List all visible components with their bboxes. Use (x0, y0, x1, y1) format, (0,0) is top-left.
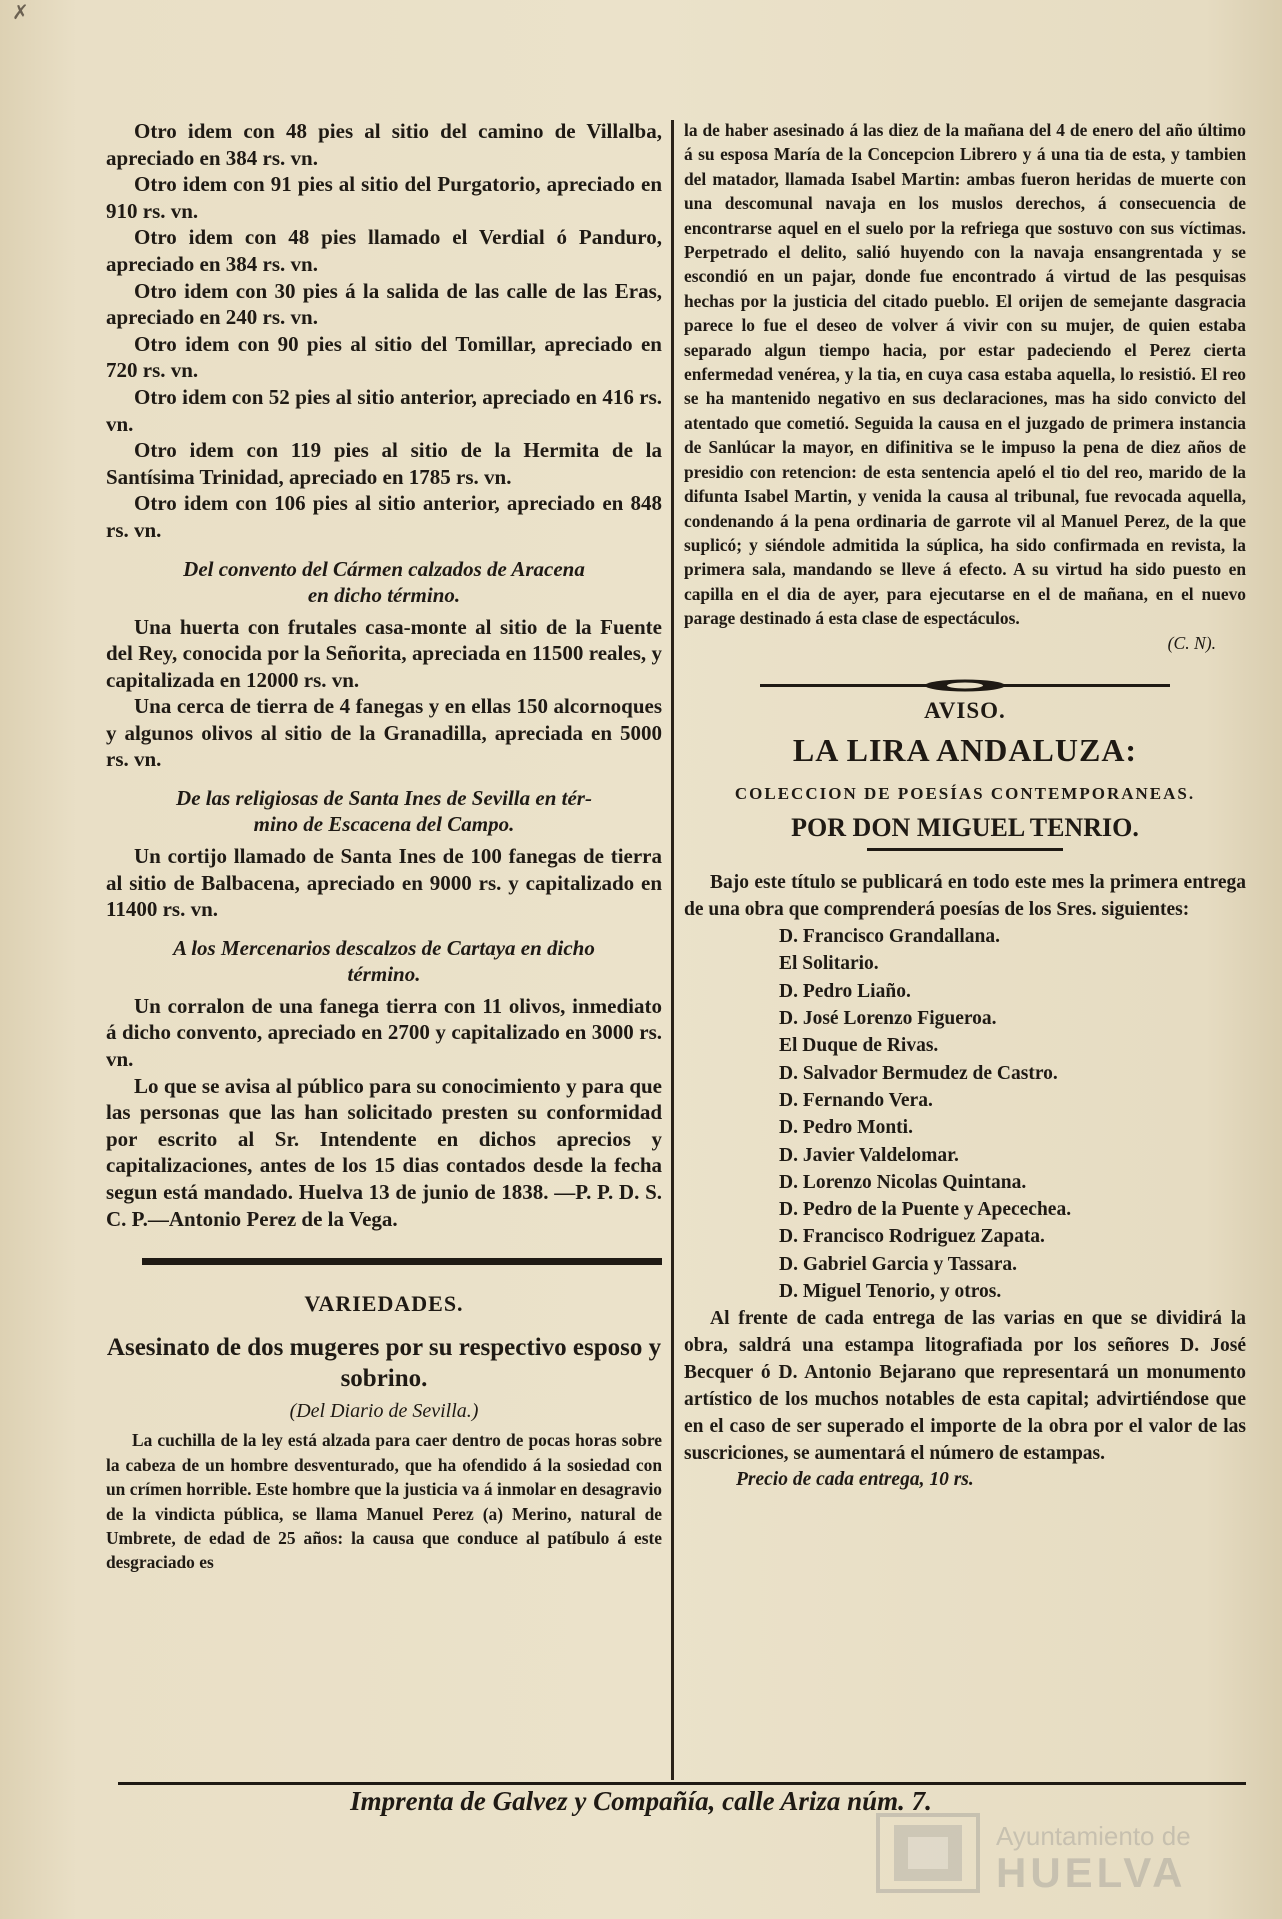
list-item: D. Pedro Liaño. (779, 980, 911, 1002)
list-item: D. Gabriel Garcia y Tassara. (779, 1253, 1017, 1275)
aviso-description: Al frente de cada entrega de las varias en que se dividirá la obra, saldrá una estampa litografiada por los señores D. José Becquer ó D. Antonio Bejarano que representará un monumento artístico de los muchos notables de esta capital; advirtiéndose que en el caso de ser superado el importe de la obra por el valor de las suscriciones, se aumentará el número de estampas. (684, 1308, 1246, 1465)
watermark-stamp (876, 1813, 1206, 1896)
imprint-footer: Imprenta de Galvez y Compañía, calle Ariza núm. 7. (350, 1786, 932, 1816)
footer-rule (118, 1782, 1246, 1785)
article-signature: (C. N). (1167, 632, 1216, 653)
list-item: Otro idem con 52 pies al sitio anterior, apreciado en 416 rs. vn. (106, 384, 662, 436)
list-item: Otro idem con 119 pies al sitio de la Hermita de la Santísima Trinidad, apreciado en 1785 rs. vn. (106, 438, 662, 489)
list-item: D. Fernando Vera. (779, 1089, 933, 1111)
list-item: El Solitario. (779, 953, 879, 975)
article-source: (Del Diario de Sevilla.) (289, 1399, 479, 1422)
section-heading (106, 785, 662, 837)
shield-icon (876, 1813, 980, 1893)
list-item: Otro idem con 30 pies á la salida de las calle de las Eras, apreciado en 240 rs. vn. (106, 278, 662, 330)
watermark-line2: HUELVA (996, 1849, 1187, 1896)
list-item: D. Lorenzo Nicolas Quintana. (779, 1171, 1027, 1193)
section-title-variedades: VARIEDADES. (304, 1291, 464, 1317)
closing-paragraph: Lo que se avisa al público para su conocimiento y para que las personas que las han solicitado presten su conformidad por escrito al Sr. Intendente en dichos aprecios y capitalizaciones, antes de los 15 dias contados desde la fecha segun está mandado. Huelva 13 de junio de 1838. —P. P. D. S. C. P.—Antonio Perez de la Vega. (106, 1073, 662, 1231)
price-line: Precio de cada entrega, 10 rs. (736, 1469, 974, 1491)
list-item: D. Pedro Monti. (779, 1117, 913, 1139)
list-item: Otro idem con 48 pies llamado el Verdial ó Panduro, apreciado en 384 rs. vn. (106, 225, 662, 276)
aviso-intro: Bajo este título se publicará en todo este mes la primera entrega de una obra que comprenderá poesías de los Sres. siguientes: (684, 872, 1246, 921)
list-item: Otro idem con 90 pies al sitio del Tomillar, apreciado en 720 rs. vn. (106, 331, 662, 383)
list-item: D. Salvador Bermudez de Castro. (779, 1062, 1058, 1084)
article-text: La cuchilla de la ley está alzada para caer dentro de pocas horas sobre la cabeza de un hombre desventurado, que ha ofendido á la sosiedad con un crímen horrible. Este hombre que la justicia va á inmolar en desagravio de la vindicta pública, se llama Manuel Perez (a) Merino, natural de Umbrete, de edad de 25 años: la causa que conduce al patíbulo á este desgraciado es (106, 1430, 662, 1573)
list-item: Otro idem con 91 pies al sitio del Purgatorio, apreciado en 910 rs. vn. (106, 172, 662, 223)
article-title: Asesinato de dos mugeres por su respectivo esposo y sobrino. (106, 1333, 662, 1392)
column-divider (671, 120, 674, 1780)
list-item: Otro idem con 106 pies al sitio anterior, apreciado en 848 rs. vn. (106, 491, 662, 542)
poets-list (779, 923, 1246, 1305)
section-heading-line: A los Mercenarios descalzos de Cartaya en dicho (173, 935, 595, 960)
section-heading (106, 556, 662, 608)
section-heading-line: término. (347, 961, 421, 986)
list-item: Otro idem con 48 pies al sitio del camino de Villalba, apreciado en 384 rs. vn. (106, 119, 662, 170)
ornament-divider (684, 678, 1246, 692)
list-item: D. José Lorenzo Figueroa. (779, 1008, 997, 1030)
section-heading-line: De las religiosas de Santa Ines de Sevilla en tér- (176, 786, 592, 811)
list-item: D. Francisco Grandallana. (779, 926, 1001, 948)
coleccion-subtitle: COLECCION DE POESÍAS CONTEMPORANEAS. (734, 784, 1196, 804)
paragraph: Un corralon de una fanega tierra con 11 olivos, inmediato á dicho convento, apreciado en 2700 y capitalizado en 3000 rs. vn. (106, 993, 662, 1072)
article-sign-row (684, 631, 1246, 656)
section-heading-line: Del convento del Cármen calzados de Aracena (183, 556, 585, 581)
section-heading-line: mino de Escacena del Campo. (253, 812, 515, 837)
watermark-line1: Ayuntamiento de (996, 1821, 1191, 1851)
lira-title: LA LIRA ANDALUZA: (792, 732, 1138, 769)
right-column (684, 118, 1246, 1493)
list-item: D. Francisco Rodriguez Zapata. (779, 1226, 1045, 1248)
paragraph: Una huerta con frutales casa-monte al sitio de la Fuente del Rey, conocida por la Señorita, apreciada en 11500 reales, y capitalizada en 12000 rs. vn. (106, 614, 662, 692)
aviso-heading: AVISO. (924, 697, 1006, 723)
thick-rule (142, 1258, 662, 1265)
list-item: D. Miguel Tenorio, y otros. (779, 1281, 1002, 1303)
short-rule (867, 848, 1063, 851)
list-item: D. Pedro de la Puente y Apecechea. (779, 1199, 1072, 1221)
section-heading (106, 935, 662, 987)
author-line: POR DON MIGUEL TENRIO. (791, 812, 1139, 842)
corner-mark-icon: ✗ (12, 2, 29, 24)
left-column (106, 118, 662, 1575)
ornament-icon (760, 678, 1170, 692)
list-item: El Duque de Rivas. (779, 1035, 939, 1057)
paragraph: Una cerca de tierra de 4 fanegas y en ellas 150 alcornoques y algunos olivos al sitio de la Granadilla, apreciada en 5000 rs. vn. (106, 694, 662, 772)
list-item: D. Javier Valdelomar. (779, 1144, 959, 1166)
article-continuation: la de haber asesinado á las diez de la mañana del 4 de enero del año último á su esposa María de la Concepcion Librero y á una tia de esta, y tambien del matador, llamada Isabel Martin: ambas fueron heridas de muerte con una descomunal navaja en los muslos derechos, á consecuencia de encontrarse aquel en el suelo por la refriega que sostuvo con sus víctimas. Perpetrado el delito, salió huyendo con la navaja ensangrentada y se escondió en un pajar, donde fue encontrado á virtud de las pesquisas hechas por la justicia del citado pueblo. El orijen de semejante dasgracia parece lo fue el deseo de volver á vivir con su mujer, de quien estaba separado algun tiempo hacia, por estar padeciendo el Perez cierta enfermedad venérea, y la tia, en cuya casa estaba aquella, lo resistió. El reo se ha mantenido negativo en sus declaraciones, mas ha sido convicto del atentado que cometió. Seguida la causa en el juzgado de primera instancia de Sanlúcar la mayor, en difinitiva se le impuso la pena de diez años de presidio con retencion: de esta sentencia apeló el tio del reo, marido de la difunta Isabel Martin, y venida la causa al tribunal, fue revocada aquella, condenando á la pena ordinaria de garrote vil al Manuel Perez, de la que suplicó; y siéndole admitida la súplica, ha sido confirmada en revista, la primera sala, mandando se lleve á efecto. A su virtud ha sido puesto en capilla en el dia de ayer, para ejecutarse en el de mañana, en el nuevo parage destinado á esta clase de espectáculos. (684, 120, 1246, 629)
section-heading-line: en dicho término. (307, 582, 461, 607)
paragraph: Un cortijo llamado de Santa Ines de 100 fanegas de tierra al sitio de Balbacena, apreciado en 9000 rs. y capitalizado en 11400 rs. vn. (106, 844, 662, 922)
